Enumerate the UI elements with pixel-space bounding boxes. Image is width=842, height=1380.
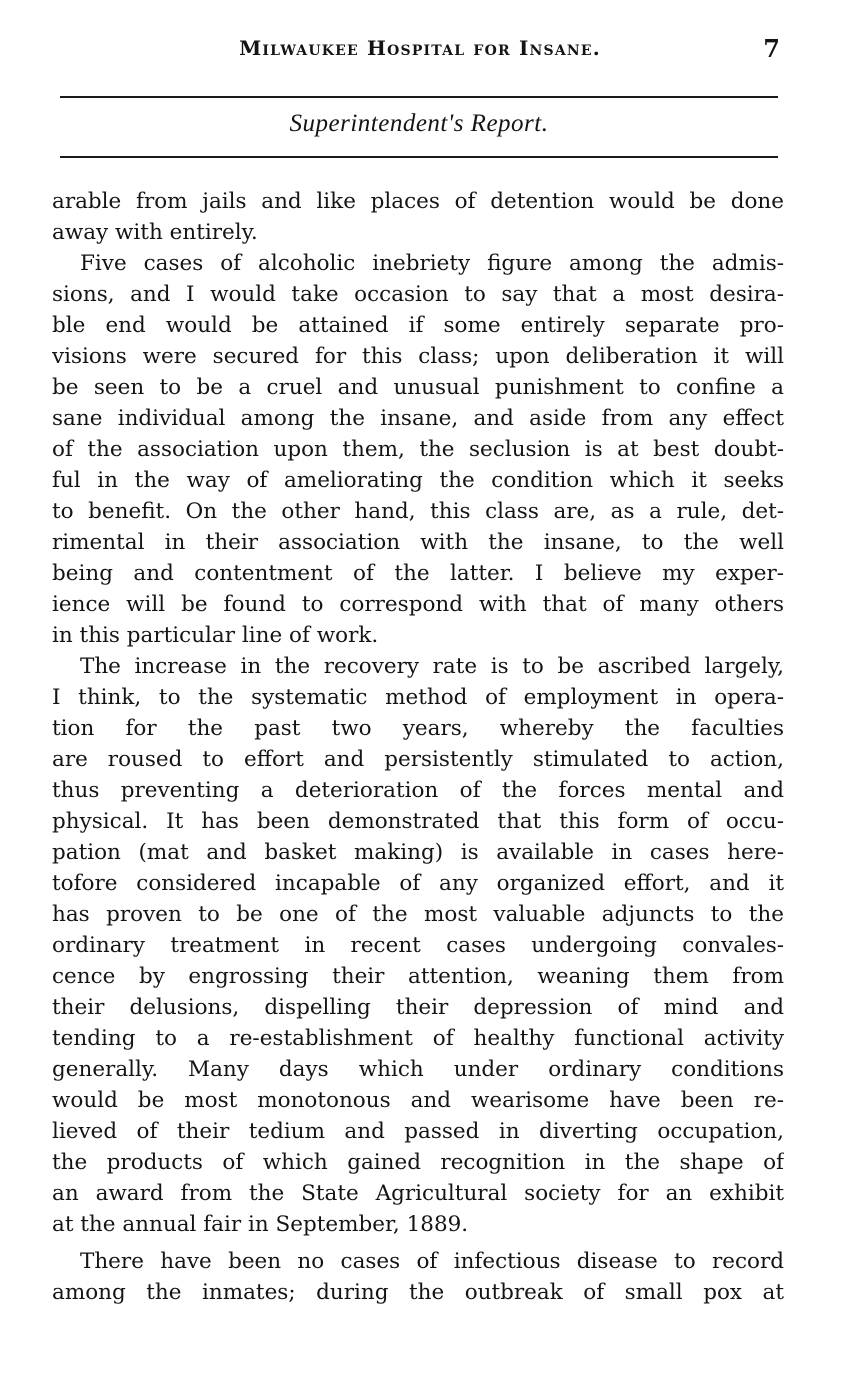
paragraph [52, 651, 784, 1240]
text-line: to benefit. On the other hand, this class are, as a rule, det- [52, 499, 784, 524]
text-line: at the annual fair in September, 1889. [52, 1212, 469, 1237]
text-line: be seen to be a cruel and unusual punishment to confine a [52, 375, 784, 400]
text-line: cence by engrossing their attention, weaning them from [52, 964, 784, 989]
text-line: being and contentment of the latter. I believe my exper- [52, 561, 784, 586]
text-line: away with entirely. [52, 220, 258, 245]
text-line: rimental in their association with the insane, to the well [52, 530, 784, 555]
text-line: generally. Many days which under ordinary conditions [52, 1057, 784, 1082]
paragraph [52, 186, 784, 248]
text-line: lieved of their tedium and passed in diverting occupation, [52, 1119, 784, 1144]
text-line: ful in the way of ameliorating the condition which it seeks [52, 468, 784, 493]
running-title: Milwaukee Hospital for Insane. [239, 36, 601, 60]
text-line: tofore considered incapable of any organized effort, and it [52, 871, 784, 896]
paragraph [52, 248, 784, 651]
text-line: ience will be found to correspond with that of many others [52, 592, 784, 617]
text-line: are roused to effort and persistently stimulated to action, [52, 747, 784, 772]
text-line: the products of which gained recognition in the shape of [52, 1150, 784, 1175]
text-line: an award from the State Agricultural society for an exhibit [52, 1181, 784, 1206]
text-line: ble end would be attained if some entirely separate pro- [52, 313, 784, 338]
text-line: in this particular line of work. [52, 623, 379, 648]
section-title: Superintendent's Report. [289, 110, 549, 137]
text-line: arable from jails and like places of detention would be done [52, 189, 784, 214]
text-line: physical. It has been demonstrated that this form of occu- [52, 809, 784, 834]
text-line: would be most monotonous and wearisome have been re- [52, 1088, 784, 1113]
body-text [52, 186, 784, 1308]
text-line: The increase in the recovery rate is to be ascribed largely, [80, 654, 784, 679]
text-line: There have been no cases of infectious disease to record [80, 1249, 784, 1274]
text-line: Five cases of alcoholic inebriety figure among the admis- [80, 251, 784, 276]
page-number: 7 [763, 34, 780, 63]
text-line: their delusions, dispelling their depression of mind and [52, 995, 784, 1020]
header-rule-top [60, 96, 778, 98]
text-line: sane individual among the insane, and aside from any effect [52, 406, 784, 431]
text-line: thus preventing a deterioration of the forces mental and [52, 778, 784, 803]
header-rule-bottom [60, 156, 778, 158]
running-head [60, 36, 780, 66]
text-line: ordinary treatment in recent cases undergoing convales- [52, 933, 784, 958]
text-line: of the association upon them, the seclusion is at best doubt- [52, 437, 784, 462]
text-line: tion for the past two years, whereby the faculties [52, 716, 784, 741]
text-line: sions, and I would take occasion to say that a most desira- [52, 282, 784, 307]
text-line: visions were secured for this class; upon deliberation it will [52, 344, 784, 369]
text-line: has proven to be one of the most valuable adjuncts to the [52, 902, 784, 927]
text-line: I think, to the systematic method of employment in opera- [52, 685, 784, 710]
text-line: pation (mat and basket making) is available in cases here- [52, 840, 784, 865]
paragraph [52, 1246, 784, 1308]
text-line: tending to a re-establishment of healthy functional activity [52, 1026, 784, 1051]
text-line: among the inmates; during the outbreak of small pox at [52, 1280, 784, 1305]
